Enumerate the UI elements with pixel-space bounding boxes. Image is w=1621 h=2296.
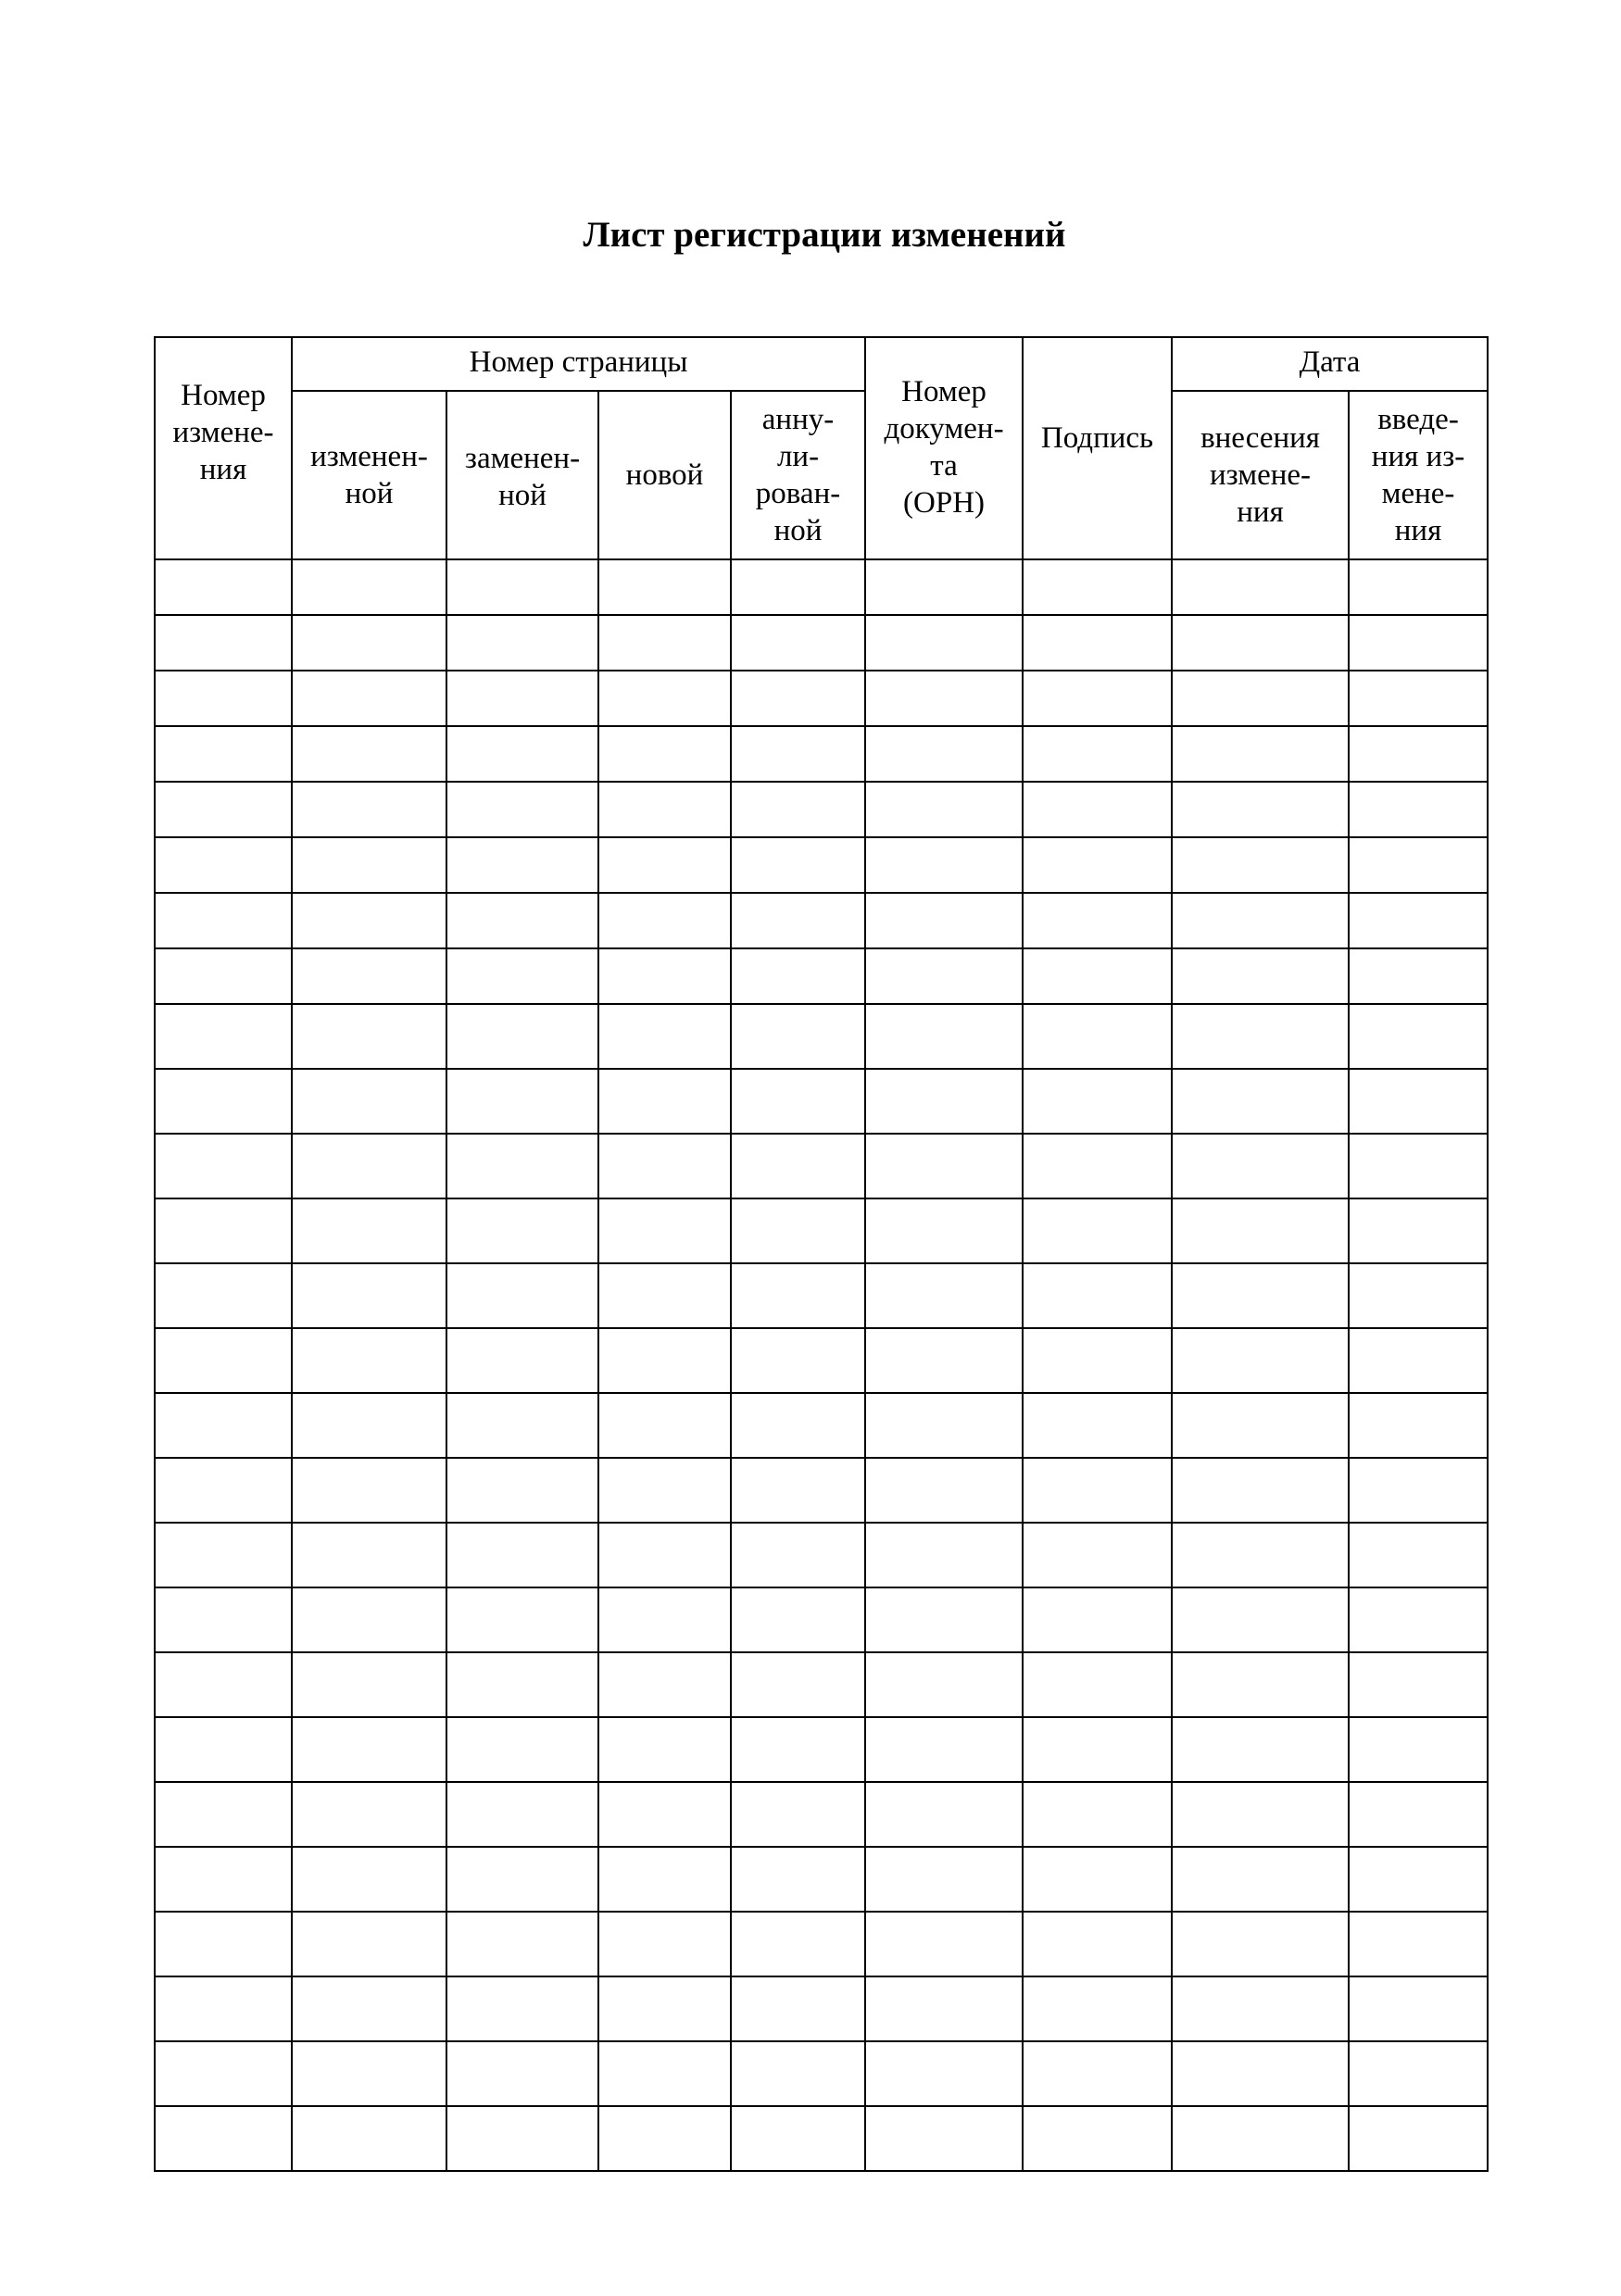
- table-cell: [731, 1652, 865, 1717]
- table-cell: [1172, 1912, 1349, 1976]
- table-cell: [155, 2106, 292, 2171]
- table-cell: [1172, 1263, 1349, 1328]
- table-cell: [598, 1198, 731, 1263]
- table-row: [155, 1458, 1488, 1523]
- table-cell: [865, 948, 1023, 1004]
- table-cell: [292, 837, 446, 893]
- table-cell: [865, 559, 1023, 615]
- table-row: [155, 1717, 1488, 1782]
- table-cell: [1172, 559, 1349, 615]
- table-cell: [1023, 671, 1172, 726]
- header-date-group: Дата: [1172, 337, 1488, 391]
- table-row: [155, 1004, 1488, 1069]
- header-date-introduced-line: ния: [1394, 514, 1442, 547]
- table-row: [155, 559, 1488, 615]
- table-cell: [731, 1847, 865, 1912]
- table-row: [155, 948, 1488, 1004]
- table-cell: [446, 1587, 598, 1652]
- table-cell: [731, 1587, 865, 1652]
- table-cell: [1023, 1458, 1172, 1523]
- header-page-number-group: Номер страницы: [292, 337, 865, 391]
- table-cell: [446, 1976, 598, 2041]
- header-change-number: [155, 337, 292, 559]
- table-cell: [598, 1393, 731, 1458]
- table-cell: [865, 1069, 1023, 1134]
- table-cell: [446, 948, 598, 1004]
- table-cell: [865, 1652, 1023, 1717]
- table-cell: [1023, 1587, 1172, 1652]
- table-cell: [1023, 1652, 1172, 1717]
- table-cell: [731, 1134, 865, 1198]
- table-cell: [598, 1782, 731, 1847]
- header-replaced: [446, 391, 598, 559]
- table-cell: [1349, 1717, 1488, 1782]
- header-date-introduced-line: введе-: [1377, 403, 1459, 436]
- header-change-number-line: Номер: [181, 379, 266, 412]
- header-replaced-line: ной: [498, 479, 547, 512]
- table-cell: [1023, 1134, 1172, 1198]
- table-cell: [446, 726, 598, 782]
- table-cell: [865, 1523, 1023, 1587]
- table-cell: [598, 615, 731, 671]
- table-cell: [1023, 1069, 1172, 1134]
- table-cell: [865, 615, 1023, 671]
- table-cell: [598, 1912, 731, 1976]
- header-document-number: [865, 337, 1023, 559]
- table-cell: [446, 1652, 598, 1717]
- table-cell: [731, 671, 865, 726]
- header-date-entered-line: измене-: [1209, 458, 1312, 492]
- table-cell: [1023, 1328, 1172, 1393]
- table-cell: [155, 1198, 292, 1263]
- table-cell: [1172, 893, 1349, 948]
- table-cell: [1172, 615, 1349, 671]
- table-cell: [292, 782, 446, 837]
- table-cell: [292, 1587, 446, 1652]
- table-cell: [731, 559, 865, 615]
- table-cell: [292, 1393, 446, 1458]
- table-cell: [1172, 1782, 1349, 1847]
- table-row: [155, 837, 1488, 893]
- table-cell: [598, 1458, 731, 1523]
- table-cell: [598, 1328, 731, 1393]
- table-row: [155, 1328, 1488, 1393]
- table-cell: [1172, 2106, 1349, 2171]
- table-row: [155, 1912, 1488, 1976]
- table-cell: [292, 726, 446, 782]
- table-cell: [865, 1458, 1023, 1523]
- table-cell: [292, 1782, 446, 1847]
- table-row: [155, 1782, 1488, 1847]
- table-cell: [155, 1976, 292, 2041]
- table-cell: [1349, 948, 1488, 1004]
- table-cell: [1023, 615, 1172, 671]
- header-signature: Подпись: [1023, 337, 1172, 559]
- table-cell: [155, 837, 292, 893]
- table-cell: [446, 1263, 598, 1328]
- header-document-number-line: докумен-: [884, 412, 1004, 445]
- table-cell: [1349, 1782, 1488, 1847]
- table-cell: [865, 1004, 1023, 1069]
- table-cell: [1172, 1717, 1349, 1782]
- table-cell: [292, 1328, 446, 1393]
- table-cell: [1349, 893, 1488, 948]
- header-annulled-line: ли-: [776, 440, 820, 473]
- table-cell: [292, 1912, 446, 1976]
- table-cell: [292, 2106, 446, 2171]
- table-cell: [1172, 1847, 1349, 1912]
- table-cell: [598, 1847, 731, 1912]
- table-cell: [731, 1976, 865, 2041]
- table-cell: [446, 1782, 598, 1847]
- table-cell: [598, 1263, 731, 1328]
- table-cell: [865, 2106, 1023, 2171]
- table-cell: [155, 1782, 292, 1847]
- table-cell: [731, 1198, 865, 1263]
- table-cell: [1172, 2041, 1349, 2106]
- table-cell: [1172, 671, 1349, 726]
- table-cell: [1172, 1393, 1349, 1458]
- header-document-number-line: та: [930, 449, 958, 483]
- table-cell: [446, 1198, 598, 1263]
- table-cell: [731, 1912, 865, 1976]
- table-cell: [865, 1587, 1023, 1652]
- table-cell: [1023, 726, 1172, 782]
- table-cell: [731, 1523, 865, 1587]
- table-cell: [155, 1847, 292, 1912]
- header-document-number-line: (ОРН): [903, 486, 986, 520]
- table-cell: [731, 1004, 865, 1069]
- header-date-entered-line: внесения: [1200, 421, 1320, 455]
- table-cell: [731, 2041, 865, 2106]
- table-cell: [1349, 615, 1488, 671]
- header-date-entered: [1172, 391, 1349, 559]
- table-cell: [292, 1652, 446, 1717]
- table-cell: [155, 615, 292, 671]
- table-cell: [1172, 1458, 1349, 1523]
- table-cell: [1349, 1393, 1488, 1458]
- table-cell: [446, 2106, 598, 2171]
- table-row: [155, 1523, 1488, 1587]
- table-cell: [292, 1069, 446, 1134]
- table-cell: [598, 782, 731, 837]
- table-cell: [292, 671, 446, 726]
- table-cell: [731, 726, 865, 782]
- table-cell: [1172, 1134, 1349, 1198]
- header-annulled-line: рован-: [755, 477, 841, 510]
- table-cell: [446, 1328, 598, 1393]
- table-cell: [598, 2041, 731, 2106]
- table-cell: [446, 837, 598, 893]
- table-cell: [598, 2106, 731, 2171]
- table-cell: [731, 615, 865, 671]
- table-row: [155, 615, 1488, 671]
- table-cell: [446, 1458, 598, 1523]
- table-cell: [598, 726, 731, 782]
- table-cell: [292, 615, 446, 671]
- table-cell: [1023, 1004, 1172, 1069]
- table-cell: [1172, 1523, 1349, 1587]
- table-cell: [598, 1587, 731, 1652]
- table-cell: [1349, 1263, 1488, 1328]
- table-cell: [865, 893, 1023, 948]
- table-cell: [598, 1069, 731, 1134]
- table-cell: [1023, 2106, 1172, 2171]
- table-row: [155, 1198, 1488, 1263]
- table-cell: [1023, 2041, 1172, 2106]
- table-cell: [1349, 2106, 1488, 2171]
- table-cell: [1023, 1976, 1172, 2041]
- table-cell: [865, 1782, 1023, 1847]
- table-cell: [155, 893, 292, 948]
- table-cell: [865, 1134, 1023, 1198]
- table-cell: [446, 1069, 598, 1134]
- table-cell: [155, 1069, 292, 1134]
- table-cell: [446, 1004, 598, 1069]
- header-annulled-line: анну-: [761, 403, 835, 436]
- table-cell: [865, 1328, 1023, 1393]
- table-cell: [1023, 948, 1172, 1004]
- header-date-introduced-line: мене-: [1381, 477, 1455, 510]
- table-cell: [731, 837, 865, 893]
- table-cell: [1349, 1847, 1488, 1912]
- table-cell: [598, 671, 731, 726]
- table-cell: [292, 893, 446, 948]
- table-cell: [1023, 1782, 1172, 1847]
- header-changed-line: изменен-: [310, 440, 428, 473]
- table-cell: [731, 1263, 865, 1328]
- table-cell: [865, 726, 1023, 782]
- table-cell: [446, 2041, 598, 2106]
- table-cell: [155, 1717, 292, 1782]
- header-document-number-line: Номер: [901, 375, 986, 408]
- table-cell: [1349, 559, 1488, 615]
- table-cell: [446, 1134, 598, 1198]
- table-row: [155, 893, 1488, 948]
- table-cell: [1172, 1328, 1349, 1393]
- table-cell: [731, 1393, 865, 1458]
- table-cell: [598, 1004, 731, 1069]
- table-cell: [731, 1328, 865, 1393]
- table-cell: [865, 1263, 1023, 1328]
- table-cell: [1172, 1976, 1349, 2041]
- table-cell: [598, 893, 731, 948]
- table-cell: [446, 1393, 598, 1458]
- table-header: [155, 337, 1488, 559]
- table-cell: [865, 1976, 1023, 2041]
- table-cell: [1349, 782, 1488, 837]
- table-cell: [292, 1523, 446, 1587]
- table-cell: [598, 1652, 731, 1717]
- header-replaced-line: заменен-: [464, 442, 581, 475]
- table-cell: [1349, 2041, 1488, 2106]
- table-row: [155, 2041, 1488, 2106]
- table-row: [155, 1263, 1488, 1328]
- table-cell: [1023, 1198, 1172, 1263]
- table-cell: [865, 837, 1023, 893]
- table-cell: [865, 1717, 1023, 1782]
- table-row: [155, 1134, 1488, 1198]
- table-cell: [1172, 1069, 1349, 1134]
- table-cell: [598, 1976, 731, 2041]
- table-cell: [865, 1912, 1023, 1976]
- table-cell: [1349, 1198, 1488, 1263]
- table-cell: [1172, 1004, 1349, 1069]
- table-cell: [1172, 837, 1349, 893]
- header-annulled: [731, 391, 865, 559]
- table-cell: [1023, 1393, 1172, 1458]
- table-cell: [155, 559, 292, 615]
- table-cell: [446, 615, 598, 671]
- table-cell: [1349, 1134, 1488, 1198]
- table-cell: [155, 1587, 292, 1652]
- change-registration-table: [154, 336, 1489, 2172]
- table-cell: [155, 726, 292, 782]
- table-row: [155, 726, 1488, 782]
- table-cell: [446, 893, 598, 948]
- page-title: Лист регистрации изменений: [583, 215, 1066, 255]
- header-new: новой: [598, 391, 731, 559]
- table-cell: [155, 1263, 292, 1328]
- table-cell: [292, 2041, 446, 2106]
- table-cell: [292, 1263, 446, 1328]
- table-cell: [292, 948, 446, 1004]
- table-cell: [731, 1717, 865, 1782]
- table-cell: [1349, 1587, 1488, 1652]
- table-cell: [155, 948, 292, 1004]
- table-cell: [446, 559, 598, 615]
- table-cell: [1023, 1912, 1172, 1976]
- table-cell: [598, 559, 731, 615]
- table-cell: [155, 1523, 292, 1587]
- table-cell: [865, 671, 1023, 726]
- table-cell: [1349, 671, 1488, 726]
- table-row: [155, 1976, 1488, 2041]
- header-changed-line: ной: [345, 477, 394, 510]
- header-change-number-line: измене-: [172, 416, 274, 449]
- table-cell: [155, 782, 292, 837]
- table-cell: [155, 1134, 292, 1198]
- table-cell: [731, 2106, 865, 2171]
- header-date-entered-line: ния: [1237, 496, 1284, 529]
- table-cell: [1349, 1912, 1488, 1976]
- table-cell: [1349, 1069, 1488, 1134]
- table-row: [155, 782, 1488, 837]
- table-cell: [865, 2041, 1023, 2106]
- header-change-number-line: ния: [199, 453, 247, 486]
- table-row: [155, 671, 1488, 726]
- table-cell: [598, 1717, 731, 1782]
- table-cell: [292, 1976, 446, 2041]
- table-cell: [292, 1717, 446, 1782]
- table-cell: [155, 1004, 292, 1069]
- table-cell: [1349, 1523, 1488, 1587]
- table-cell: [1172, 1198, 1349, 1263]
- table-cell: [155, 1393, 292, 1458]
- table-cell: [1023, 893, 1172, 948]
- table-cell: [292, 1458, 446, 1523]
- table-cell: [1172, 726, 1349, 782]
- table-cell: [865, 782, 1023, 837]
- table-cell: [1023, 559, 1172, 615]
- table-cell: [1349, 837, 1488, 893]
- table-cell: [1172, 1587, 1349, 1652]
- table-cell: [446, 1523, 598, 1587]
- table-cell: [1349, 1328, 1488, 1393]
- table-row: [155, 1587, 1488, 1652]
- table-row: [155, 2106, 1488, 2171]
- table-row: [155, 1069, 1488, 1134]
- table-row: [155, 1652, 1488, 1717]
- table-cell: [155, 1652, 292, 1717]
- table-cell: [1023, 1717, 1172, 1782]
- table-cell: [1349, 726, 1488, 782]
- table-cell: [1349, 1652, 1488, 1717]
- table-cell: [731, 1069, 865, 1134]
- table-cell: [446, 1912, 598, 1976]
- table-cell: [155, 1328, 292, 1393]
- header-annulled-line: ной: [773, 514, 823, 547]
- header-date-introduced-line: ния из-: [1371, 440, 1465, 473]
- table-cell: [731, 948, 865, 1004]
- table-cell: [292, 1004, 446, 1069]
- table-cell: [1023, 782, 1172, 837]
- table-cell: [731, 1782, 865, 1847]
- header-date-introduced: [1349, 391, 1488, 559]
- table-cell: [1172, 1652, 1349, 1717]
- table-cell: [1023, 1847, 1172, 1912]
- table-cell: [865, 1393, 1023, 1458]
- table-cell: [598, 1134, 731, 1198]
- table-body: [155, 559, 1488, 2171]
- table-cell: [1349, 1004, 1488, 1069]
- table-cell: [292, 559, 446, 615]
- table-cell: [598, 837, 731, 893]
- table-cell: [446, 671, 598, 726]
- table-cell: [292, 1198, 446, 1263]
- table-cell: [446, 1847, 598, 1912]
- table-row: [155, 1393, 1488, 1458]
- table-cell: [598, 948, 731, 1004]
- table-cell: [1172, 782, 1349, 837]
- table-cell: [155, 2041, 292, 2106]
- table-cell: [731, 1458, 865, 1523]
- table-cell: [446, 1717, 598, 1782]
- table-cell: [865, 1847, 1023, 1912]
- table-cell: [1023, 1523, 1172, 1587]
- table-cell: [155, 671, 292, 726]
- table-cell: [731, 782, 865, 837]
- table-cell: [865, 1198, 1023, 1263]
- table-cell: [1349, 1458, 1488, 1523]
- table-cell: [292, 1134, 446, 1198]
- table-cell: [731, 893, 865, 948]
- table-cell: [1023, 1263, 1172, 1328]
- table-cell: [598, 1523, 731, 1587]
- table-cell: [1349, 1976, 1488, 2041]
- header-changed: [292, 391, 446, 559]
- table-row: [155, 1847, 1488, 1912]
- table-cell: [155, 1912, 292, 1976]
- table-cell: [1172, 948, 1349, 1004]
- table-cell: [1023, 837, 1172, 893]
- table-cell: [292, 1847, 446, 1912]
- table-cell: [155, 1458, 292, 1523]
- table-cell: [446, 782, 598, 837]
